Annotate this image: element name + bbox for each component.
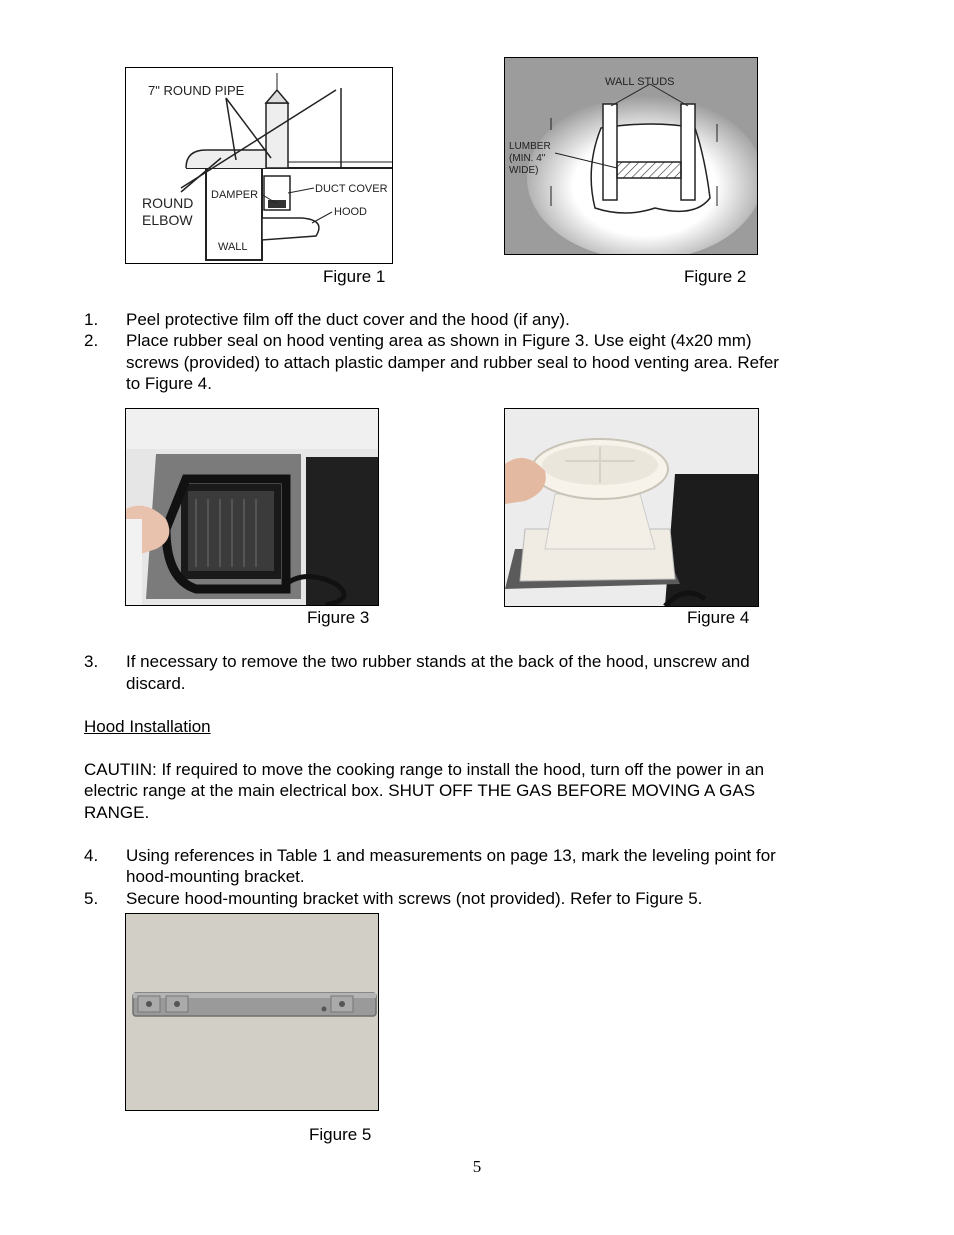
figure-4-caption: Figure 4 bbox=[687, 608, 750, 627]
fig2-label-studs: WALL STUDS bbox=[605, 76, 675, 88]
step-4-text-line-2: hood-mounting bracket. bbox=[126, 867, 305, 886]
fig1-label-damper: DAMPER bbox=[211, 189, 259, 201]
step-1-number: 1. bbox=[84, 310, 99, 329]
section-heading: Hood Installation bbox=[84, 717, 211, 736]
step-5-text: Secure hood-mounting bracket with screws (not provided). Refer to Figure 5. bbox=[126, 889, 703, 908]
step-4-number: 4. bbox=[84, 846, 99, 865]
rubber-seal-photo-svg bbox=[126, 409, 378, 605]
step-2-text-line-3: to Figure 4. bbox=[126, 374, 212, 393]
step-2-number: 2. bbox=[84, 331, 99, 350]
fig2-label-lumber-1: LUMBER bbox=[509, 141, 551, 152]
caution-line-3: RANGE. bbox=[84, 803, 150, 822]
figure-5-caption: Figure 5 bbox=[309, 1125, 372, 1144]
page-number: 5 bbox=[472, 1157, 482, 1176]
mounting-bracket-photo-svg bbox=[126, 914, 378, 1110]
step-1-text: Peel protective film off the duct cover and the hood (if any). bbox=[126, 310, 570, 329]
plastic-damper-photo-svg bbox=[505, 409, 758, 606]
figure-2-diagram bbox=[504, 57, 758, 255]
fig1-label-hood: HOOD bbox=[334, 206, 367, 218]
fig1-label-pipe: 7" ROUND PIPE bbox=[148, 83, 245, 98]
fig1-label-elbow-2: ELBOW bbox=[142, 212, 193, 228]
fig1-label-wall: WALL bbox=[218, 241, 248, 253]
figure-3-caption: Figure 3 bbox=[307, 608, 370, 627]
step-2-text-line-1: Place rubber seal on hood venting area as shown in Figure 3. Use eight (4x20 mm) bbox=[126, 331, 752, 350]
wall-studs-svg bbox=[505, 58, 757, 254]
figure-1-diagram bbox=[125, 67, 393, 264]
step-3-text-line-2: discard. bbox=[126, 674, 186, 693]
caution-line-1: CAUTIIN: If required to move the cooking range to install the hood, turn off the power in an bbox=[84, 760, 765, 779]
figure-1-caption: Figure 1 bbox=[323, 267, 386, 286]
fig2-label-lumber-2: (MIN. 4" bbox=[509, 153, 546, 164]
caution-line-2: electric range at the main electrical box. SHUT OFF THE GAS BEFORE MOVING A GAS bbox=[84, 781, 756, 800]
fig1-label-duct-cover: DUCT COVER bbox=[315, 183, 388, 195]
figure-3-photo bbox=[125, 408, 379, 606]
figure-5-photo bbox=[125, 913, 379, 1111]
step-2-text-line-2: screws (provided) to attach plastic damper and rubber seal to hood venting area. Refer bbox=[126, 353, 779, 372]
figure-2-caption: Figure 2 bbox=[684, 267, 747, 286]
fig1-label-elbow-1: ROUND bbox=[142, 195, 194, 211]
venting-diagram-svg bbox=[126, 68, 392, 263]
figure-4-photo bbox=[504, 408, 759, 607]
step-3-number: 3. bbox=[84, 652, 99, 671]
step-3-text-line-1: If necessary to remove the two rubber stands at the back of the hood, unscrew and bbox=[126, 652, 750, 671]
fig2-label-lumber-3: WIDE) bbox=[509, 165, 539, 176]
step-5-number: 5. bbox=[84, 889, 99, 908]
step-4-text-line-1: Using references in Table 1 and measurements on page 13, mark the leveling point for bbox=[126, 846, 776, 865]
